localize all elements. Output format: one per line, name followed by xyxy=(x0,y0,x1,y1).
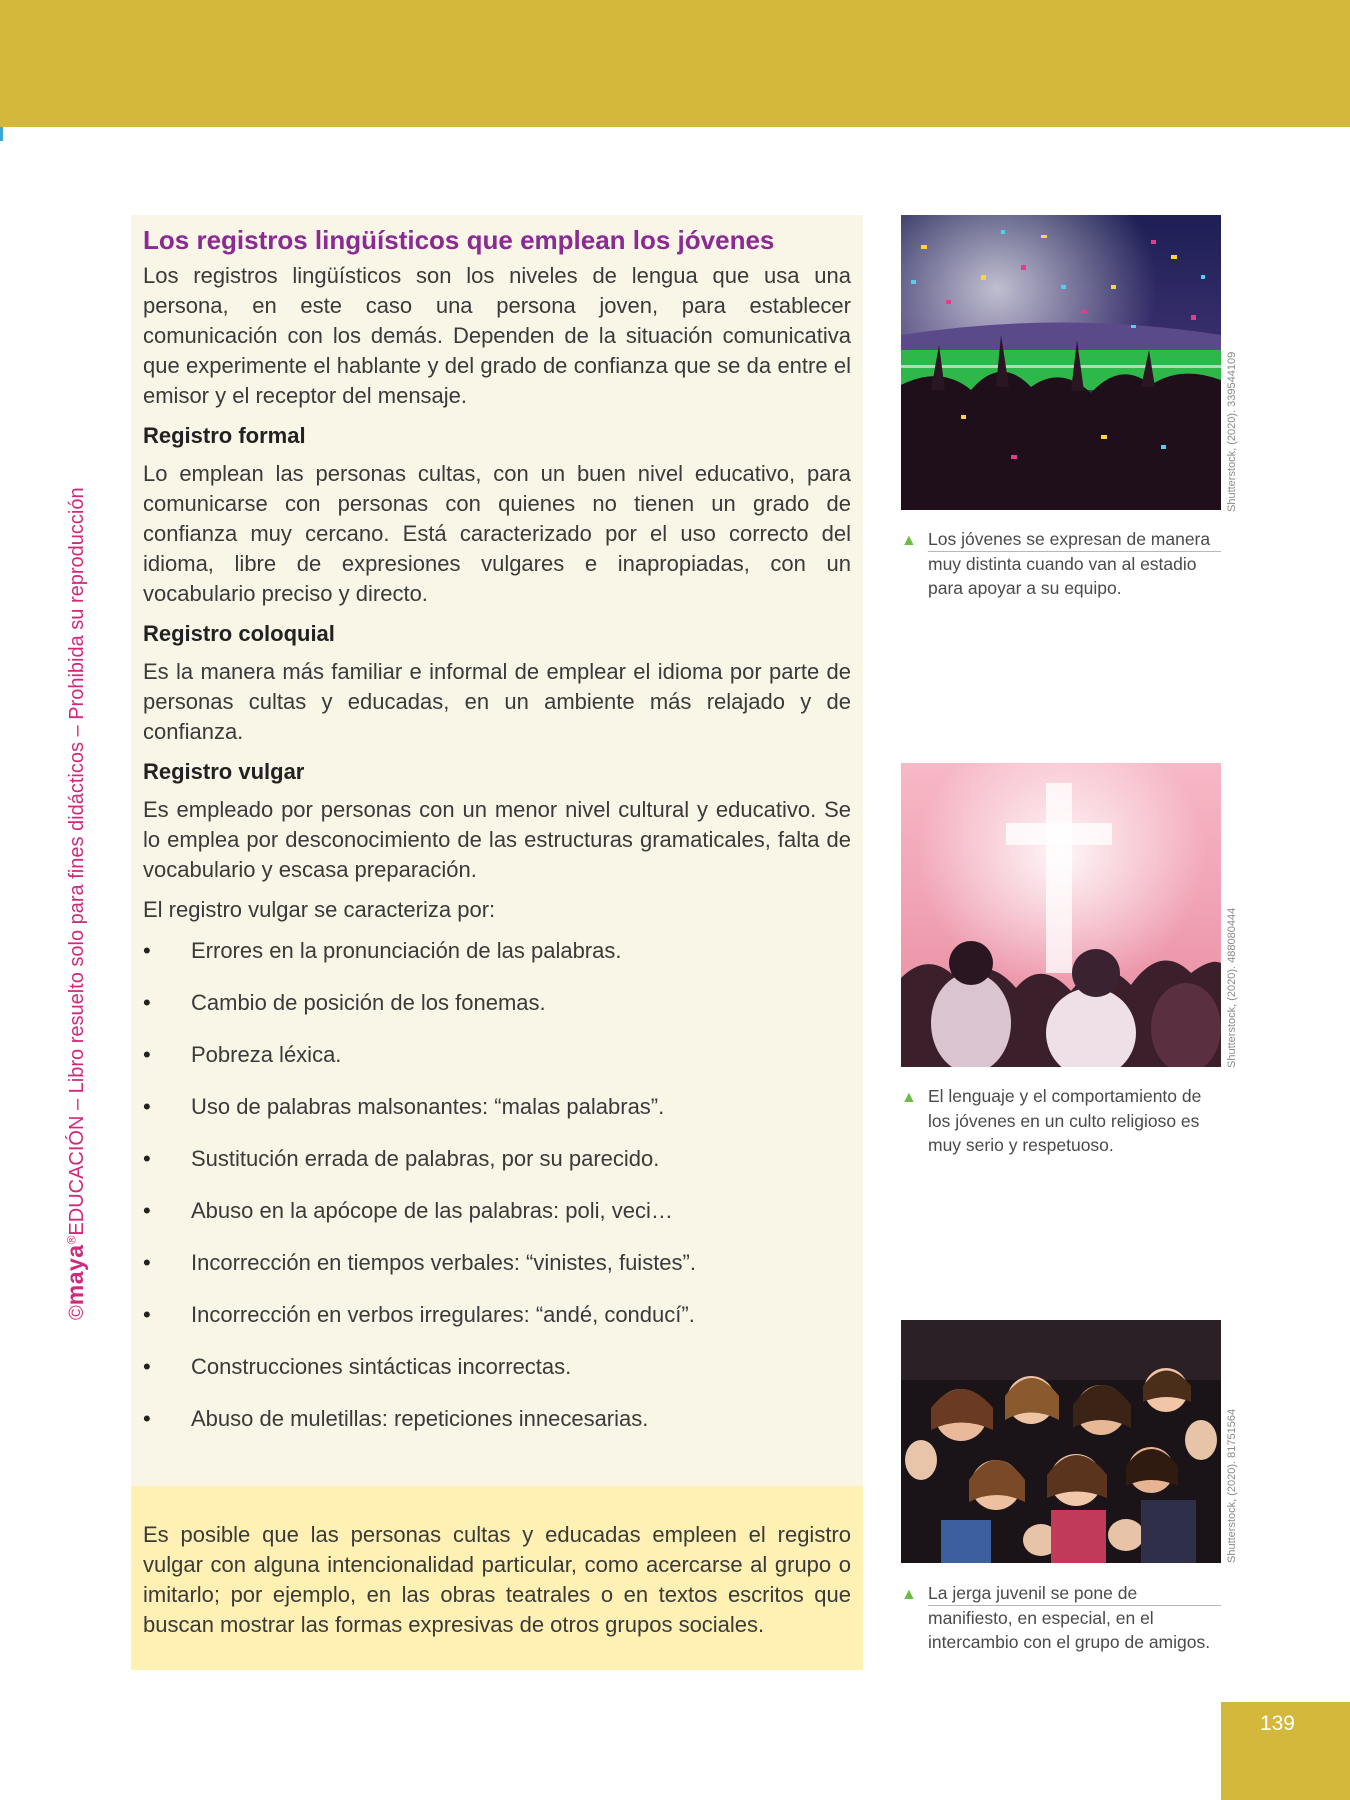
stadium-crowd-photo xyxy=(901,215,1221,510)
list-item: • Cambio de posición de los fonemas. xyxy=(143,983,851,1035)
vulgar-register-heading: Registro vulgar xyxy=(143,759,305,784)
caption-text: El lenguaje y el comportamiento de los jóvenes en un culto religioso es muy serio y respetuoso. xyxy=(928,1086,1202,1155)
caption-text: Los jóvenes se expresan de manera muy distinta cuando van al estadio para apoyar a su equipo. xyxy=(928,529,1211,598)
photo-credit: Shutterstock, (2020). 81751564 xyxy=(1226,1408,1238,1563)
triangle-marker-icon: ▲ xyxy=(901,1089,917,1106)
intro-paragraph: Los registros lingüísticos son los niveles de lengua que usa una persona, en este caso una persona joven, para establecer comunicación con los demás. Dependen de la situación comunicativa que experimente el hablante y del grado de confianza que se da entre el emisor y el receptor del mensaje. xyxy=(143,263,851,408)
article-body xyxy=(143,223,851,1451)
vulgar-register-text: Es empleado por personas con un menor nivel cultural y educativo. Se lo emplea por desconocimiento de las estructuras gramaticales, falta de vocabulario y escasa preparación. xyxy=(143,797,851,882)
triangle-marker-icon: ▲ xyxy=(901,532,917,549)
article-title: Los registros lingüísticos que emplean los jóvenes xyxy=(143,225,775,255)
worship-crowd-image xyxy=(901,763,1221,1067)
figure-caption xyxy=(901,1581,1221,1655)
photo-credit: Shutterstock, (2020). 339544109 xyxy=(1226,351,1238,512)
list-item: • Sustitución errada de palabras, por su parecido. xyxy=(143,1139,851,1191)
publisher-brand: maya xyxy=(62,1244,88,1306)
colloquial-register-heading: Registro coloquial xyxy=(143,621,335,646)
top-edge-tick xyxy=(0,127,3,141)
colloquial-register-text: Es la manera más familiar e informal de emplear el idioma por parte de personas cultas y educadas, en un ambiente más relajado y de confianza. xyxy=(143,659,851,744)
triangle-marker-icon: ▲ xyxy=(901,1586,917,1603)
worship-crowd-photo xyxy=(901,763,1221,1067)
top-color-band xyxy=(0,0,1350,127)
figure-caption xyxy=(901,1084,1221,1158)
page-number: 139 xyxy=(1259,1712,1295,1735)
list-item: • Abuso en la apócope de las palabras: poli, veci… xyxy=(143,1191,851,1243)
list-item: • Pobreza léxica. xyxy=(143,1035,851,1087)
registered-mark: ® xyxy=(64,1235,79,1245)
characteristics-list xyxy=(143,931,851,1451)
list-item: • Abuso de muletillas: repeticiones innecesarias. xyxy=(143,1399,851,1451)
side-copyright-note xyxy=(62,460,89,1320)
figure-caption xyxy=(901,527,1221,601)
list-item: • Uso de palabras malsonantes: “malas palabras”. xyxy=(143,1087,851,1139)
list-item: • Errores en la pronunciación de las palabras. xyxy=(143,931,851,983)
list-item: • Incorrección en verbos irregulares: “andé, conducí”. xyxy=(143,1295,851,1347)
formal-register-text: Lo emplean las personas cultas, con un buen nivel educativo, para comunicarse con personas con quienes no tienen un grado de confianza muy cercano. Está caracterizado por el uso correcto del idioma, libre de expresiones vulgares e inapropiadas, con un vocabulario preciso y directo. xyxy=(143,461,851,606)
stadium-crowd-image xyxy=(901,215,1221,510)
note-paragraph: Es posible que las personas cultas y educadas empleen el registro vulgar con alguna intencionalidad particular, como acercarse al grupo o imitarlo; por ejemplo, en las obras teatrales o en textos escritos que buscan mostrar las formas expresivas de otros grupos sociales. xyxy=(143,1522,851,1637)
list-item: • Construcciones sintácticas incorrectas. xyxy=(143,1347,851,1399)
list-intro: El registro vulgar se caracteriza por: xyxy=(143,897,496,922)
friends-group-image xyxy=(901,1320,1221,1563)
caption-rule xyxy=(928,1605,1221,1606)
list-item: • Incorrección en tiempos verbales: “vinistes, fuistes”. xyxy=(143,1243,851,1295)
copyright-text: EDUCACIÓN – Libro resuelto solo para fines didácticos – Prohibida su reproducción xyxy=(66,487,88,1236)
copyright-symbol: © xyxy=(66,1305,88,1320)
photo-credit: Shutterstock, (2020). 488080444 xyxy=(1226,907,1238,1068)
caption-text: La jerga juvenil se pone de manifiesto, en especial, en el intercambio con el grupo de amigos. xyxy=(928,1583,1211,1652)
friends-group-photo xyxy=(901,1320,1221,1563)
caption-rule xyxy=(928,551,1221,552)
formal-register-heading: Registro formal xyxy=(143,423,306,448)
